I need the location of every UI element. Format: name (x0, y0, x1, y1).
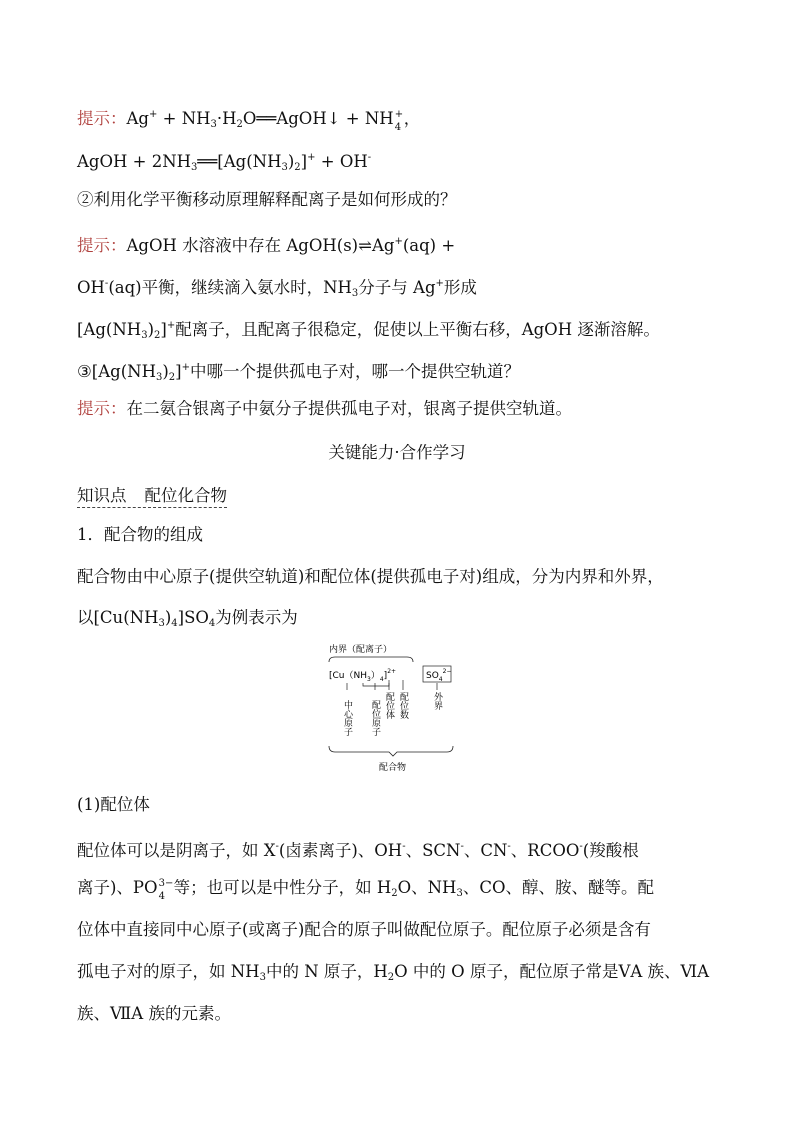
section-title: 关键能力·合作学习 (328, 443, 466, 462)
question-2: ②利用化学平衡移动原理解释配离子是如何形成的？ (77, 190, 457, 209)
coordination-number-label: 配位数 (398, 692, 408, 719)
hint-line-6: $[Ag(NH_3)_2]^+$配离子，且配离子很稳定，促使以上平衡右移，AgOH 逐渐溶解。 (77, 320, 660, 341)
hint-line-1: 提示：$Ag^+ + NH_3\cdot H_2O══AgOH↓$ + NH + 4 ， (77, 109, 421, 133)
ligand-label: 配位体 (384, 692, 394, 719)
question-3: $③[Ag(NH_3)_2]^+$中哪一个提供孤电子对，哪一个提供空轨道？ (77, 362, 520, 383)
complex-composition-diagram (327, 640, 467, 780)
outer-sphere-label: 外界 (432, 692, 442, 710)
paragraph-2: 以$[Cu(NH_3)_4]SO_4$为例表示为 (77, 608, 298, 629)
central-atom-label: 中心原子 (342, 700, 352, 736)
ligand-atom-label: 配位原子 (370, 700, 380, 736)
inner-sphere-label: 内界（配离子） (329, 645, 393, 655)
knowledge-point-heading: 知识点 配位化合物 (77, 482, 227, 508)
paragraph-4: 离子)、PO 3− 4 等；也可以是中性分子，如 $H_2O$、$NH_3$、CO、醇、胺、醚等。配 (77, 878, 654, 902)
hint-label: 提示： (77, 109, 127, 128)
paragraph-1: 配合物由中心原子(提供空轨道)和配位体(提供孤电子对)组成，分为内界和外界， (77, 567, 664, 586)
heading-2: (1)配位体 (77, 795, 150, 814)
hint-line-8: 提示：在二氨合银离子中氨分子提供孤电子对，银离子提供空轨道。 (77, 399, 572, 418)
equation-line-2: AgOH + $2NH_3══[Ag(NH_3)_2]^+ + OH^-$ (77, 152, 372, 173)
paragraph-5: 位体中直接同中心原子(或离子)配合的原子叫做配位原子。配位原子必须是含有 (77, 920, 651, 939)
paragraph-7: 族、ⅦA 族的元素。 (77, 1004, 231, 1023)
ammonium-scripts: + 4 (394, 109, 404, 133)
paragraph-3: 配位体可以是阴离子，如 X-(卤素离子)、OH-、SCN-、CN-、RCOO-(羧酸根 (77, 841, 639, 860)
paragraph-6: 孤电子对的原子，如 $NH_3$中的 N 原子，$H_2O$ 中的 O 原子，配位原子常是ⅤA 族、ⅥA (77, 962, 710, 983)
phosphate-scripts: 3− 4 (158, 878, 174, 902)
coordination-compound-label: 配合物 (379, 763, 407, 773)
hint-line-4: 提示：AgOH 水溶液中存在 AgOH(s)⇌Ag+(aq) + (77, 236, 456, 255)
heading-1: 1．配合物的组成 (77, 525, 203, 544)
sulfate-ion: $SO_4^{2-}$ (426, 668, 452, 683)
complex-formula: $[Cu(NH_3)_4]^{2+}$ (329, 668, 397, 683)
hint-line-5: OH-(aq)平衡，继续滴入氨水时，$NH_3$分子与 Ag+形成 (77, 278, 477, 299)
